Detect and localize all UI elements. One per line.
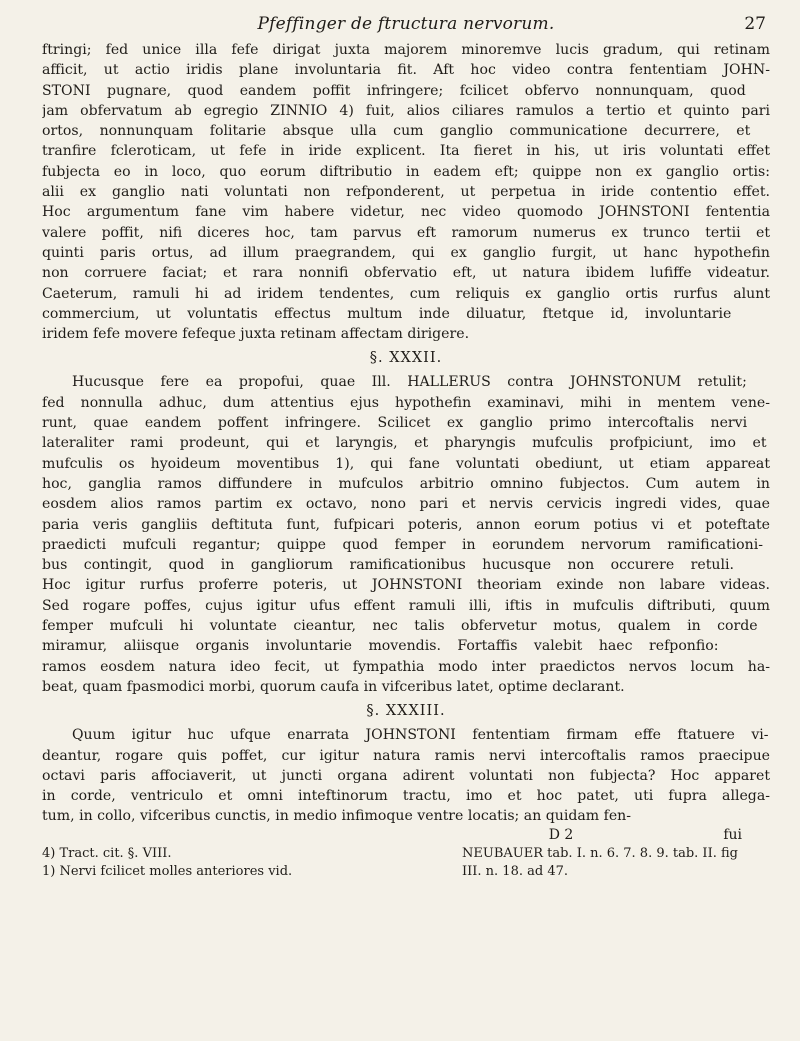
footnote-left: 1) Nervi fcilicet molles anteriores vid. bbox=[42, 863, 293, 879]
text-line: ramos eosdem natura ideo fecit, ut fympathia modo inter praedictos nervos locum ha- bbox=[42, 658, 770, 675]
text-line: iridem fefe movere fefeque juxta retinam affectam dirigere. bbox=[42, 326, 470, 343]
text-line: alii ex ganglio nati voluntati non refponderent, ut perpetua in iride contentio effet. bbox=[42, 184, 770, 201]
text-line: Sed rogare poffes, cujus igitur ufus effent ramuli illi, iftis in mufculis diftributi, quum bbox=[42, 597, 770, 614]
text-line: mufculis os hyoideum moventibus 1), qui fane voluntati obediunt, ut etiam appareat bbox=[42, 455, 770, 472]
text-line: ortos, nonnunquam folitarie absque ulla cum ganglio communicatione decurrere, et bbox=[42, 123, 751, 140]
text-line: paria veris gangliis deftituta funt, fufpicari poteris, annon eorum potius vi et poteftate bbox=[42, 516, 770, 533]
footnotes bbox=[42, 845, 770, 881]
section-heading-32: §. XXXII. bbox=[369, 350, 443, 367]
footnote bbox=[42, 845, 770, 863]
text-line: commercium, ut voluntatis effectus multum inde diluatur, ftetque id, involuntarie bbox=[42, 305, 732, 322]
text-line: praedicti mufculi regantur; quippe quod femper in eorundem nervorum ramificationi- bbox=[42, 536, 764, 553]
paragraph-1 bbox=[42, 40, 770, 344]
text-line: tranfire fcleroticam, ut fefe in iride explicent. Ita fieret in his, ut iris voluntati effet bbox=[42, 143, 770, 160]
text-line: STONI pugnare, quod eandem poffit infringere; fcilicet obfervo nonnunquam, quod bbox=[42, 82, 746, 99]
text-line: fubjecta eo in loco, quo eorum diftributio in eadem eft; quippe non ex ganglio ortis: bbox=[42, 163, 770, 180]
text-line: Hucusque fere ea propofui, quae Ill. HALLERUS contra JOHNSTONUM retulit; bbox=[72, 374, 747, 391]
text-line: quinti paris ortus, ad illum praegrandem, qui ex ganglio furgit, ut hanc hypothefin bbox=[42, 244, 770, 261]
section-heading-33: §. XXXIII. bbox=[366, 703, 446, 720]
text-line: ftringi; fed unice illa fefe dirigat juxta majorem minoremve lucis gradum, qui retinam bbox=[42, 42, 770, 58]
paragraph-3 bbox=[42, 725, 770, 826]
paragraph-2 bbox=[42, 372, 770, 697]
text-line: non corruere faciat; et rara nonnifi obfervatio eft, ut natura ibidem lufiffe videatur. bbox=[42, 265, 770, 282]
text-line: femper mufculi hi voluntate cieantur, nec talis obfervetur motus, qualem in corde bbox=[42, 618, 758, 635]
text-line: in corde, ventriculo et omni inteftinorum tractu, imo et hoc patet, uti fupra allega- bbox=[42, 788, 770, 805]
text-line: deantur, rogare quis poffet, cur igitur natura ramis nervi intercoftalis ramos praecipue bbox=[42, 747, 770, 764]
text-line: beat, quam fpasmodici morbi, quorum caufa in vifceribus latet, optime declarant. bbox=[42, 678, 625, 695]
text-line: fed nonnulla adhuc, dum attentius ejus hypothefin examinavi, mihi in mentem vene- bbox=[42, 394, 770, 411]
running-title: Pfeffinger de ftructura nervorum. bbox=[257, 14, 555, 34]
text-line: lateraliter rami prodeunt, qui et laryngis, et pharyngis mufculis profpiciunt, imo et bbox=[42, 435, 767, 452]
footnote-left: 4) Tract. cit. §. VIII. bbox=[42, 845, 172, 861]
text-line: afficit, ut actio iridis plane involuntaria fit. Aft hoc video contra fententiam JOHN- bbox=[42, 62, 770, 79]
footnote-right: NEUBAUER tab. I. n. 6. 7. 8. 9. tab. II. fig bbox=[462, 845, 738, 861]
signature-row bbox=[42, 827, 770, 843]
text-line: miramur, aliisque organis involuntarie movendis. Fortaffis valebit haec refponfio: bbox=[42, 638, 719, 655]
catchword: fui bbox=[723, 826, 742, 843]
text-line: valere poffit, nifi diceres hoc, tam parvus eft ramorum numerus ex trunco tertii et bbox=[42, 224, 770, 241]
text-line: bus contingit, quod in gangliorum ramificationibus hucusque non occurere retuli. bbox=[42, 557, 734, 574]
text-line: runt, quae eandem poffent infringere. Scilicet ex ganglio primo intercoftalis nervi bbox=[42, 415, 748, 432]
text-line: eosdem alios ramos partim ex octavo, nono pari et nervis cervicis ingredi vides, quae bbox=[42, 496, 770, 513]
text-line: Hoc igitur rurfus proferre poteris, ut JOHNSTONI theoriam exinde non labare videas. bbox=[42, 577, 770, 594]
running-head bbox=[42, 14, 770, 40]
text-line: Caeterum, ramuli hi ad iridem tendentes, cum reliquis ex ganglio ortis rurfus alunt bbox=[42, 285, 770, 302]
text-line: Hoc argumentum fane vim habere videtur, nec video quomodo JOHNSTONI fententia bbox=[42, 204, 770, 221]
text-line: hoc, ganglia ramos diffundere in mufculos arbitrio omnino fubjectos. Cum autem in bbox=[42, 475, 770, 492]
text-line: jam obfervatum ab egregio ZINNIO 4) fuit, alios ciliares ramulos a tertio et quinto pari bbox=[42, 102, 770, 119]
page-number: 27 bbox=[744, 14, 766, 34]
text-line: tum, in collo, vifceribus cunctis, in medio infimoque ventre locatis; an quidam fen- bbox=[42, 808, 632, 825]
footnote-right: III. n. 18. ad 47. bbox=[462, 863, 568, 879]
signature-mark: D 2 bbox=[548, 826, 574, 843]
footnote bbox=[42, 863, 770, 881]
text-line: Quum igitur huc ufque enarrata JOHNSTONI fententiam firmam effe ftatuere vi- bbox=[72, 727, 769, 744]
text-line: octavi paris affociaverit, ut juncti organa adirent voluntati non fubjecta? Hoc apparet bbox=[42, 767, 770, 784]
